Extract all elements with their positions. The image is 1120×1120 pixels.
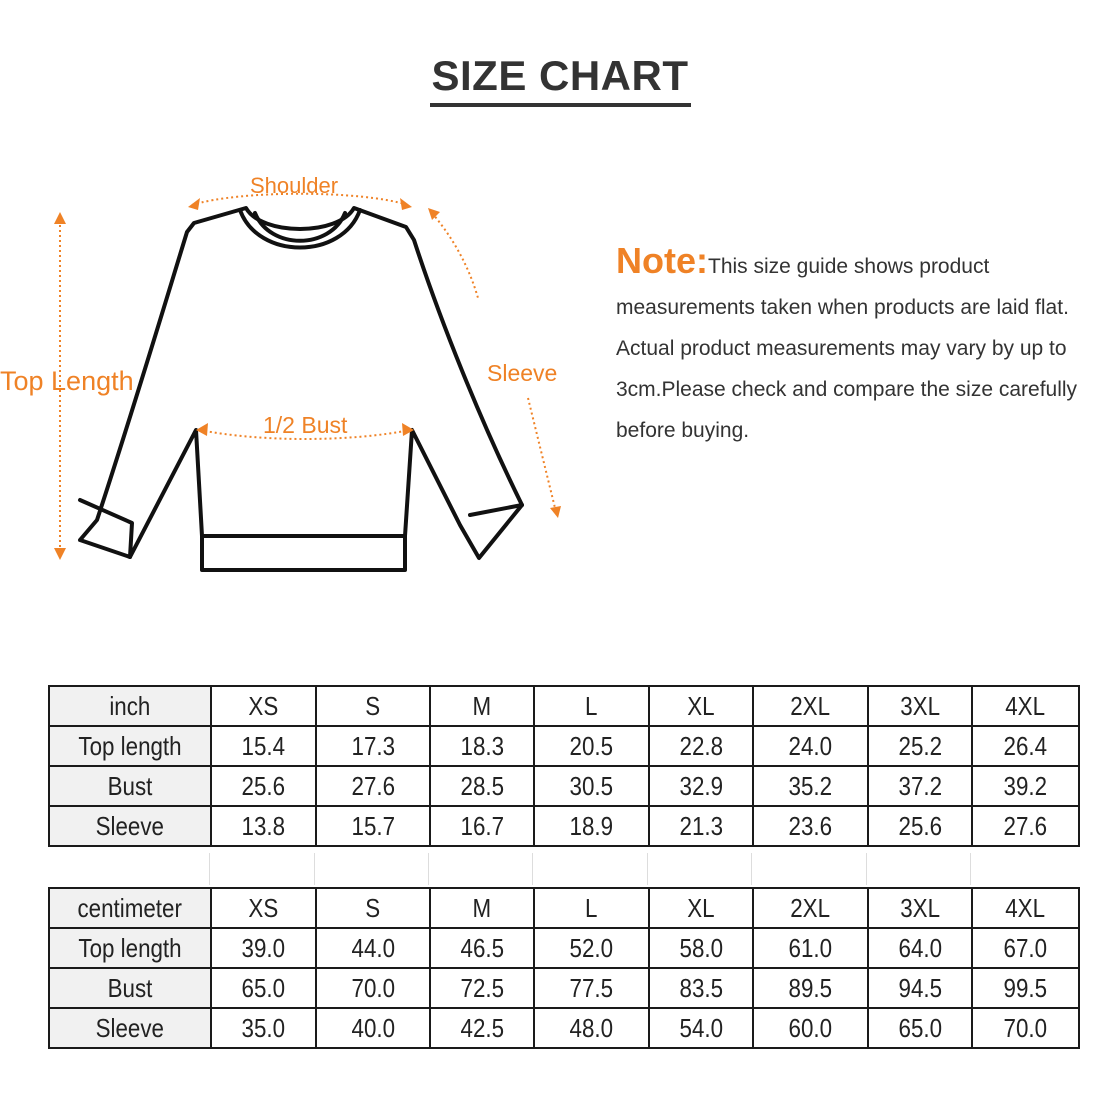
- value-cell-text: 17.3: [351, 730, 395, 761]
- value-cell-text: 35.0: [241, 1012, 286, 1043]
- size-header-cell: [868, 686, 972, 726]
- row-label-cell-text: Sleeve: [95, 810, 165, 841]
- size-header-cell-text: L: [585, 892, 598, 923]
- value-cell-text: 64.0: [898, 932, 942, 963]
- value-cell-text: 15.4: [241, 730, 286, 761]
- value-cell-text: 46.5: [460, 932, 504, 963]
- value-cell-text: 72.5: [460, 972, 504, 1003]
- value-cell-text: 39.0: [241, 932, 286, 963]
- value-cell-text: 65.0: [898, 1012, 942, 1043]
- value-cell-text: 16.7: [460, 810, 504, 841]
- value-cell-text: 70.0: [351, 972, 395, 1003]
- table-row: [49, 806, 1079, 846]
- size-header-cell-text: M: [472, 690, 492, 721]
- value-cell-text: 23.6: [788, 810, 833, 841]
- row-label-cell-text: Bust: [107, 770, 153, 801]
- value-cell: [868, 806, 972, 846]
- value-cell-text: 25.6: [898, 810, 942, 841]
- value-cell: [534, 726, 649, 766]
- value-cell-text: 27.6: [1003, 810, 1048, 841]
- hem-band: [202, 536, 405, 570]
- value-cell-text: 67.0: [1003, 932, 1048, 963]
- value-cell-text: 60.0: [788, 1012, 833, 1043]
- value-cell-text: 25.2: [898, 730, 942, 761]
- unit-header-cell: [49, 888, 211, 928]
- size-header-cell-text: 3XL: [900, 892, 940, 923]
- value-cell-text: 61.0: [788, 932, 833, 963]
- value-cell: [534, 968, 649, 1008]
- row-label-cell: [49, 766, 211, 806]
- unit-header-cell-text: inch: [109, 690, 151, 721]
- value-cell: [649, 766, 753, 806]
- value-cell-text: 30.5: [569, 770, 614, 801]
- size-header-cell: [316, 686, 430, 726]
- table-row: [49, 726, 1079, 766]
- value-cell-text: 21.3: [679, 810, 723, 841]
- value-cell: [649, 968, 753, 1008]
- value-cell: [753, 1008, 868, 1048]
- sweater-body-outline: [80, 208, 522, 558]
- size-header-cell: [316, 888, 430, 928]
- value-cell-text: 65.0: [241, 972, 286, 1003]
- value-cell-text: 77.5: [569, 972, 614, 1003]
- page-title-text: SIZE CHART: [430, 52, 691, 107]
- row-label-cell-text: Bust: [107, 972, 153, 1003]
- half-bust-label: 1/2 Bust: [263, 412, 348, 438]
- size-header-cell: [753, 686, 868, 726]
- note-text: This size guide shows product measurements taken when products are laid flat. Actual product measurements may vary by up to 3cm.Please check and compare the size carefully before buying.: [616, 255, 1078, 442]
- value-cell: [316, 1008, 430, 1048]
- value-cell-text: 94.5: [898, 972, 942, 1003]
- table-header-row: [49, 888, 1079, 928]
- value-cell: [316, 766, 430, 806]
- value-cell: [753, 806, 868, 846]
- sleeve-arrow-bottom: [550, 506, 561, 518]
- size-header-cell: [211, 686, 316, 726]
- value-cell: [972, 1008, 1079, 1048]
- size-header-cell: [534, 888, 649, 928]
- size-header-cell: [972, 888, 1079, 928]
- value-cell: [972, 766, 1079, 806]
- size-header-cell-text: M: [472, 892, 492, 923]
- top-length-label: Top Length: [0, 366, 134, 396]
- value-cell: [534, 928, 649, 968]
- value-cell: [430, 766, 534, 806]
- table-row: [49, 1008, 1079, 1048]
- value-cell: [211, 968, 316, 1008]
- value-cell: [972, 806, 1079, 846]
- row-label-cell-text: Sleeve: [95, 1012, 165, 1043]
- value-cell-text: 24.0: [788, 730, 833, 761]
- value-cell: [430, 928, 534, 968]
- size-header-cell: [868, 888, 972, 928]
- value-cell-text: 89.5: [788, 972, 833, 1003]
- note-heading: Note:: [616, 240, 708, 281]
- table-row: [49, 968, 1079, 1008]
- size-header-cell-text: XS: [248, 690, 279, 721]
- value-cell: [868, 766, 972, 806]
- value-cell: [649, 726, 753, 766]
- unit-header-cell-text: centimeter: [77, 892, 183, 923]
- value-cell-text: 52.0: [569, 932, 614, 963]
- value-cell-text: 25.6: [241, 770, 286, 801]
- size-header-cell-text: XL: [687, 690, 715, 721]
- value-cell-text: 18.3: [460, 730, 504, 761]
- size-header-cell-text: 2XL: [790, 892, 831, 923]
- value-cell: [211, 1008, 316, 1048]
- value-cell: [649, 1008, 753, 1048]
- size-header-cell-text: 4XL: [1005, 690, 1046, 721]
- size-header-cell-text: 2XL: [790, 690, 831, 721]
- table-row: [49, 928, 1079, 968]
- value-cell-text: 40.0: [351, 1012, 395, 1043]
- top-length-arrow-top: [54, 212, 66, 224]
- value-cell-text: 15.7: [351, 810, 395, 841]
- value-cell-text: 39.2: [1003, 770, 1048, 801]
- value-cell-text: 26.4: [1003, 730, 1048, 761]
- value-cell-text: 70.0: [1003, 1012, 1048, 1043]
- value-cell-text: 58.0: [679, 932, 723, 963]
- value-cell-text: 13.8: [241, 810, 286, 841]
- value-cell: [316, 726, 430, 766]
- value-cell: [211, 726, 316, 766]
- table-header-row: [49, 686, 1079, 726]
- value-cell: [430, 726, 534, 766]
- size-header-cell: [649, 888, 753, 928]
- size-header-cell-text: S: [365, 690, 381, 721]
- row-label-cell-text: Top length: [78, 932, 182, 963]
- shoulder-label: Shoulder: [250, 173, 339, 198]
- value-cell: [649, 806, 753, 846]
- value-cell: [316, 968, 430, 1008]
- row-label-cell: [49, 968, 211, 1008]
- value-cell: [534, 1008, 649, 1048]
- value-cell: [316, 928, 430, 968]
- inch-size-table: [48, 685, 1080, 847]
- value-cell: [316, 806, 430, 846]
- size-header-cell: [534, 686, 649, 726]
- value-cell: [972, 928, 1079, 968]
- value-cell: [534, 806, 649, 846]
- value-cell-text: 35.2: [788, 770, 833, 801]
- shoulder-arrow-left: [188, 198, 200, 210]
- value-cell-text: 18.9: [569, 810, 614, 841]
- size-header-cell: [972, 686, 1079, 726]
- value-cell: [868, 928, 972, 968]
- size-header-cell-text: S: [365, 892, 381, 923]
- size-header-cell-text: 3XL: [900, 690, 940, 721]
- value-cell-text: 32.9: [679, 770, 723, 801]
- table-spacer: [48, 853, 1078, 885]
- size-header-cell: [211, 888, 316, 928]
- row-label-cell: [49, 928, 211, 968]
- value-cell-text: 48.0: [569, 1012, 614, 1043]
- row-label-cell: [49, 1008, 211, 1048]
- unit-header-cell: [49, 686, 211, 726]
- row-label-cell: [49, 726, 211, 766]
- value-cell-text: 83.5: [679, 972, 723, 1003]
- size-note: [616, 240, 1096, 451]
- value-cell: [211, 766, 316, 806]
- value-cell: [753, 726, 868, 766]
- row-label-cell-text: Top length: [78, 730, 182, 761]
- value-cell: [211, 928, 316, 968]
- value-cell: [972, 726, 1079, 766]
- value-cell: [534, 766, 649, 806]
- size-header-cell: [430, 686, 534, 726]
- value-cell: [430, 1008, 534, 1048]
- shoulder-arrow-right: [400, 198, 412, 210]
- value-cell: [753, 928, 868, 968]
- value-cell-text: 28.5: [460, 770, 504, 801]
- value-cell-text: 44.0: [351, 932, 395, 963]
- sleeve-label: Sleeve: [487, 360, 558, 386]
- value-cell-text: 42.5: [460, 1012, 504, 1043]
- size-header-cell: [649, 686, 753, 726]
- value-cell: [753, 766, 868, 806]
- centimeter-size-table: [48, 887, 1080, 1049]
- table-row: [49, 766, 1079, 806]
- size-header-cell: [753, 888, 868, 928]
- collar-outline: [255, 213, 345, 241]
- value-cell-text: 22.8: [679, 730, 723, 761]
- value-cell-text: 20.5: [569, 730, 614, 761]
- size-header-cell-text: 4XL: [1005, 892, 1046, 923]
- row-label-cell: [49, 806, 211, 846]
- value-cell: [868, 726, 972, 766]
- value-cell-text: 37.2: [898, 770, 942, 801]
- size-header-cell: [430, 888, 534, 928]
- value-cell: [649, 928, 753, 968]
- top-length-arrow-bottom: [54, 548, 66, 560]
- value-cell: [430, 968, 534, 1008]
- size-header-cell-text: XS: [248, 892, 279, 923]
- value-cell-text: 27.6: [351, 770, 395, 801]
- sleeve-measure-line-lower: [528, 398, 556, 512]
- sleeve-arrow-top: [428, 208, 440, 220]
- size-header-cell-text: L: [585, 690, 598, 721]
- value-cell: [430, 806, 534, 846]
- value-cell: [972, 968, 1079, 1008]
- page-title: [0, 52, 1120, 107]
- size-header-cell-text: XL: [687, 892, 715, 923]
- value-cell: [868, 968, 972, 1008]
- value-cell-text: 54.0: [679, 1012, 723, 1043]
- value-cell: [753, 968, 868, 1008]
- sleeve-measure-line-upper: [432, 213, 478, 298]
- value-cell-text: 99.5: [1003, 972, 1048, 1003]
- value-cell: [868, 1008, 972, 1048]
- value-cell: [211, 806, 316, 846]
